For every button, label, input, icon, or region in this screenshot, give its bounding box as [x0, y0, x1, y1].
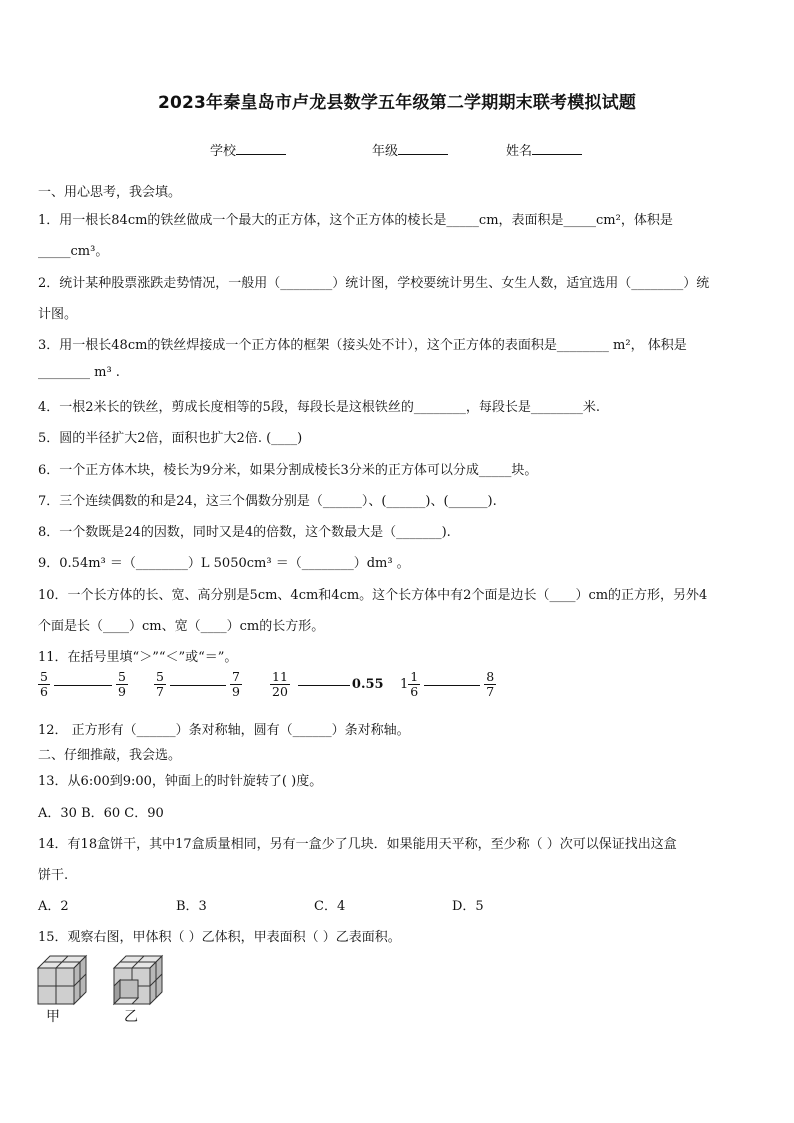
question-2-line-2: 计图。: [38, 307, 78, 322]
school-label: 学校: [210, 144, 237, 159]
question-11: 11．在括号里填“＞”“＜”或“＝”。: [38, 650, 238, 665]
option-a[interactable]: A．2: [38, 899, 69, 914]
option-b[interactable]: B．3: [176, 899, 207, 914]
comparison-d: [400, 670, 496, 699]
whole-number: 1: [400, 677, 409, 692]
question-10-line-1: 10．一个长方体的长、宽、高分别是5cm、4cm和4cm。这个长方体中有2个面是边长（____）cm的正方形，另外4: [38, 588, 708, 603]
answer-blank[interactable]: [170, 684, 226, 686]
question-10-line-2: 个面是长（____）cm、宽（____）cm的长方形。: [38, 619, 325, 634]
cube-figures: [36, 954, 172, 1014]
grade-field: [372, 140, 448, 159]
comparison-b: [154, 670, 242, 699]
question-3-line-1: 3．用一根长48cm的铁丝焊接成一个正方体的框架（接头处不计），这个正方体的表面积是________ m²， 体积是: [38, 338, 687, 353]
name-label: 姓名: [506, 144, 533, 159]
cube-jia: [38, 956, 86, 1004]
question-15: 15．观察右图，甲体积（ ）乙体积，甲表面积（ ）乙表面积。: [38, 930, 401, 945]
question-13: 13．从6:00到9:00，钟面上的时针旋转了( )度。: [38, 774, 323, 789]
question-6: 6．一个正方体木块，棱长为9分米，如果分割成棱长3分米的正方体可以分成_____块。: [38, 463, 538, 478]
answer-blank[interactable]: [424, 684, 480, 686]
comparison-a: [38, 670, 128, 699]
fraction: $\frac{7}{9}$: [231, 669, 240, 699]
question-13-options: A．30 B．60 C．90: [38, 806, 164, 821]
section-1-heading: 一、用心思考，我会填。: [38, 185, 182, 200]
cube-yi: [114, 956, 162, 1004]
option-d[interactable]: D．5: [452, 899, 484, 914]
fraction: $\frac{8}{7}$: [486, 669, 495, 699]
question-1-line-2: _____cm³。: [38, 244, 109, 259]
name-field: [506, 140, 582, 159]
grade-blank[interactable]: [398, 141, 448, 155]
question-4: 4．一根2米长的铁丝，剪成长度相等的5段，每段长是这根铁丝的________，每段长是________米.: [38, 400, 600, 415]
name-blank[interactable]: [532, 141, 582, 155]
question-8: 8．一个数既是24的因数，同时又是4的倍数，这个数最大是（_______).: [38, 525, 451, 540]
answer-blank[interactable]: [298, 684, 350, 686]
question-14-line-1: 14．有18盒饼干，其中17盒质量相同，另有一盒少了几块．如果能用天平称，至少称（ ）次可以保证找出这盒: [38, 837, 677, 852]
question-2-line-1: 2．统计某种股票涨跌走势情况，一般用（________）统计图，学校要统计男生、女生人数，适宜选用（________）统: [38, 276, 710, 291]
fraction: $\frac{5}{7}$: [156, 669, 164, 699]
page-title: 2023年秦皇岛市卢龙县数学五年级第二学期期末联考模拟试题: [157, 93, 637, 113]
figure-label-yi: 乙: [124, 1009, 138, 1025]
question-9: 9．0.54m³ ＝（________）L 5050cm³ ＝（________）dm³ 。: [38, 556, 410, 571]
fraction: $\frac{1}{6}$: [410, 669, 419, 699]
decimal-value: 0.55: [351, 677, 384, 692]
figure-label-jia: 甲: [46, 1009, 60, 1025]
question-1-line-1: 1．用一根长84cm的铁丝做成一个最大的正方体，这个正方体的棱长是_____cm，表面积是_____cm²，体积是: [38, 213, 673, 228]
question-3-line-2: ________ m³ .: [38, 365, 120, 380]
question-12: 12． 正方形有（______）条对称轴，圆有（______）条对称轴。: [38, 723, 410, 738]
question-7: 7．三个连续偶数的和是24，这三个偶数分别是（______）、(______)、(______).: [38, 494, 497, 509]
option-c[interactable]: C．4: [314, 899, 346, 914]
fraction: $\frac{5}{9}$: [117, 669, 126, 699]
answer-blank[interactable]: [54, 684, 112, 686]
question-5: 5．圆的半径扩大2倍，面积也扩大2倍. (____): [38, 431, 303, 446]
section-2-heading: 二、仔细推敲，我会选。: [38, 748, 182, 763]
school-field: [210, 140, 286, 159]
grade-label: 年级: [372, 144, 399, 159]
comparison-c: [270, 670, 384, 699]
fraction: $\frac{11}{20}$: [272, 669, 288, 699]
question-14-line-2: 饼干.: [38, 868, 69, 883]
school-blank[interactable]: [236, 141, 286, 155]
fraction: $\frac{5}{6}$: [40, 669, 48, 699]
